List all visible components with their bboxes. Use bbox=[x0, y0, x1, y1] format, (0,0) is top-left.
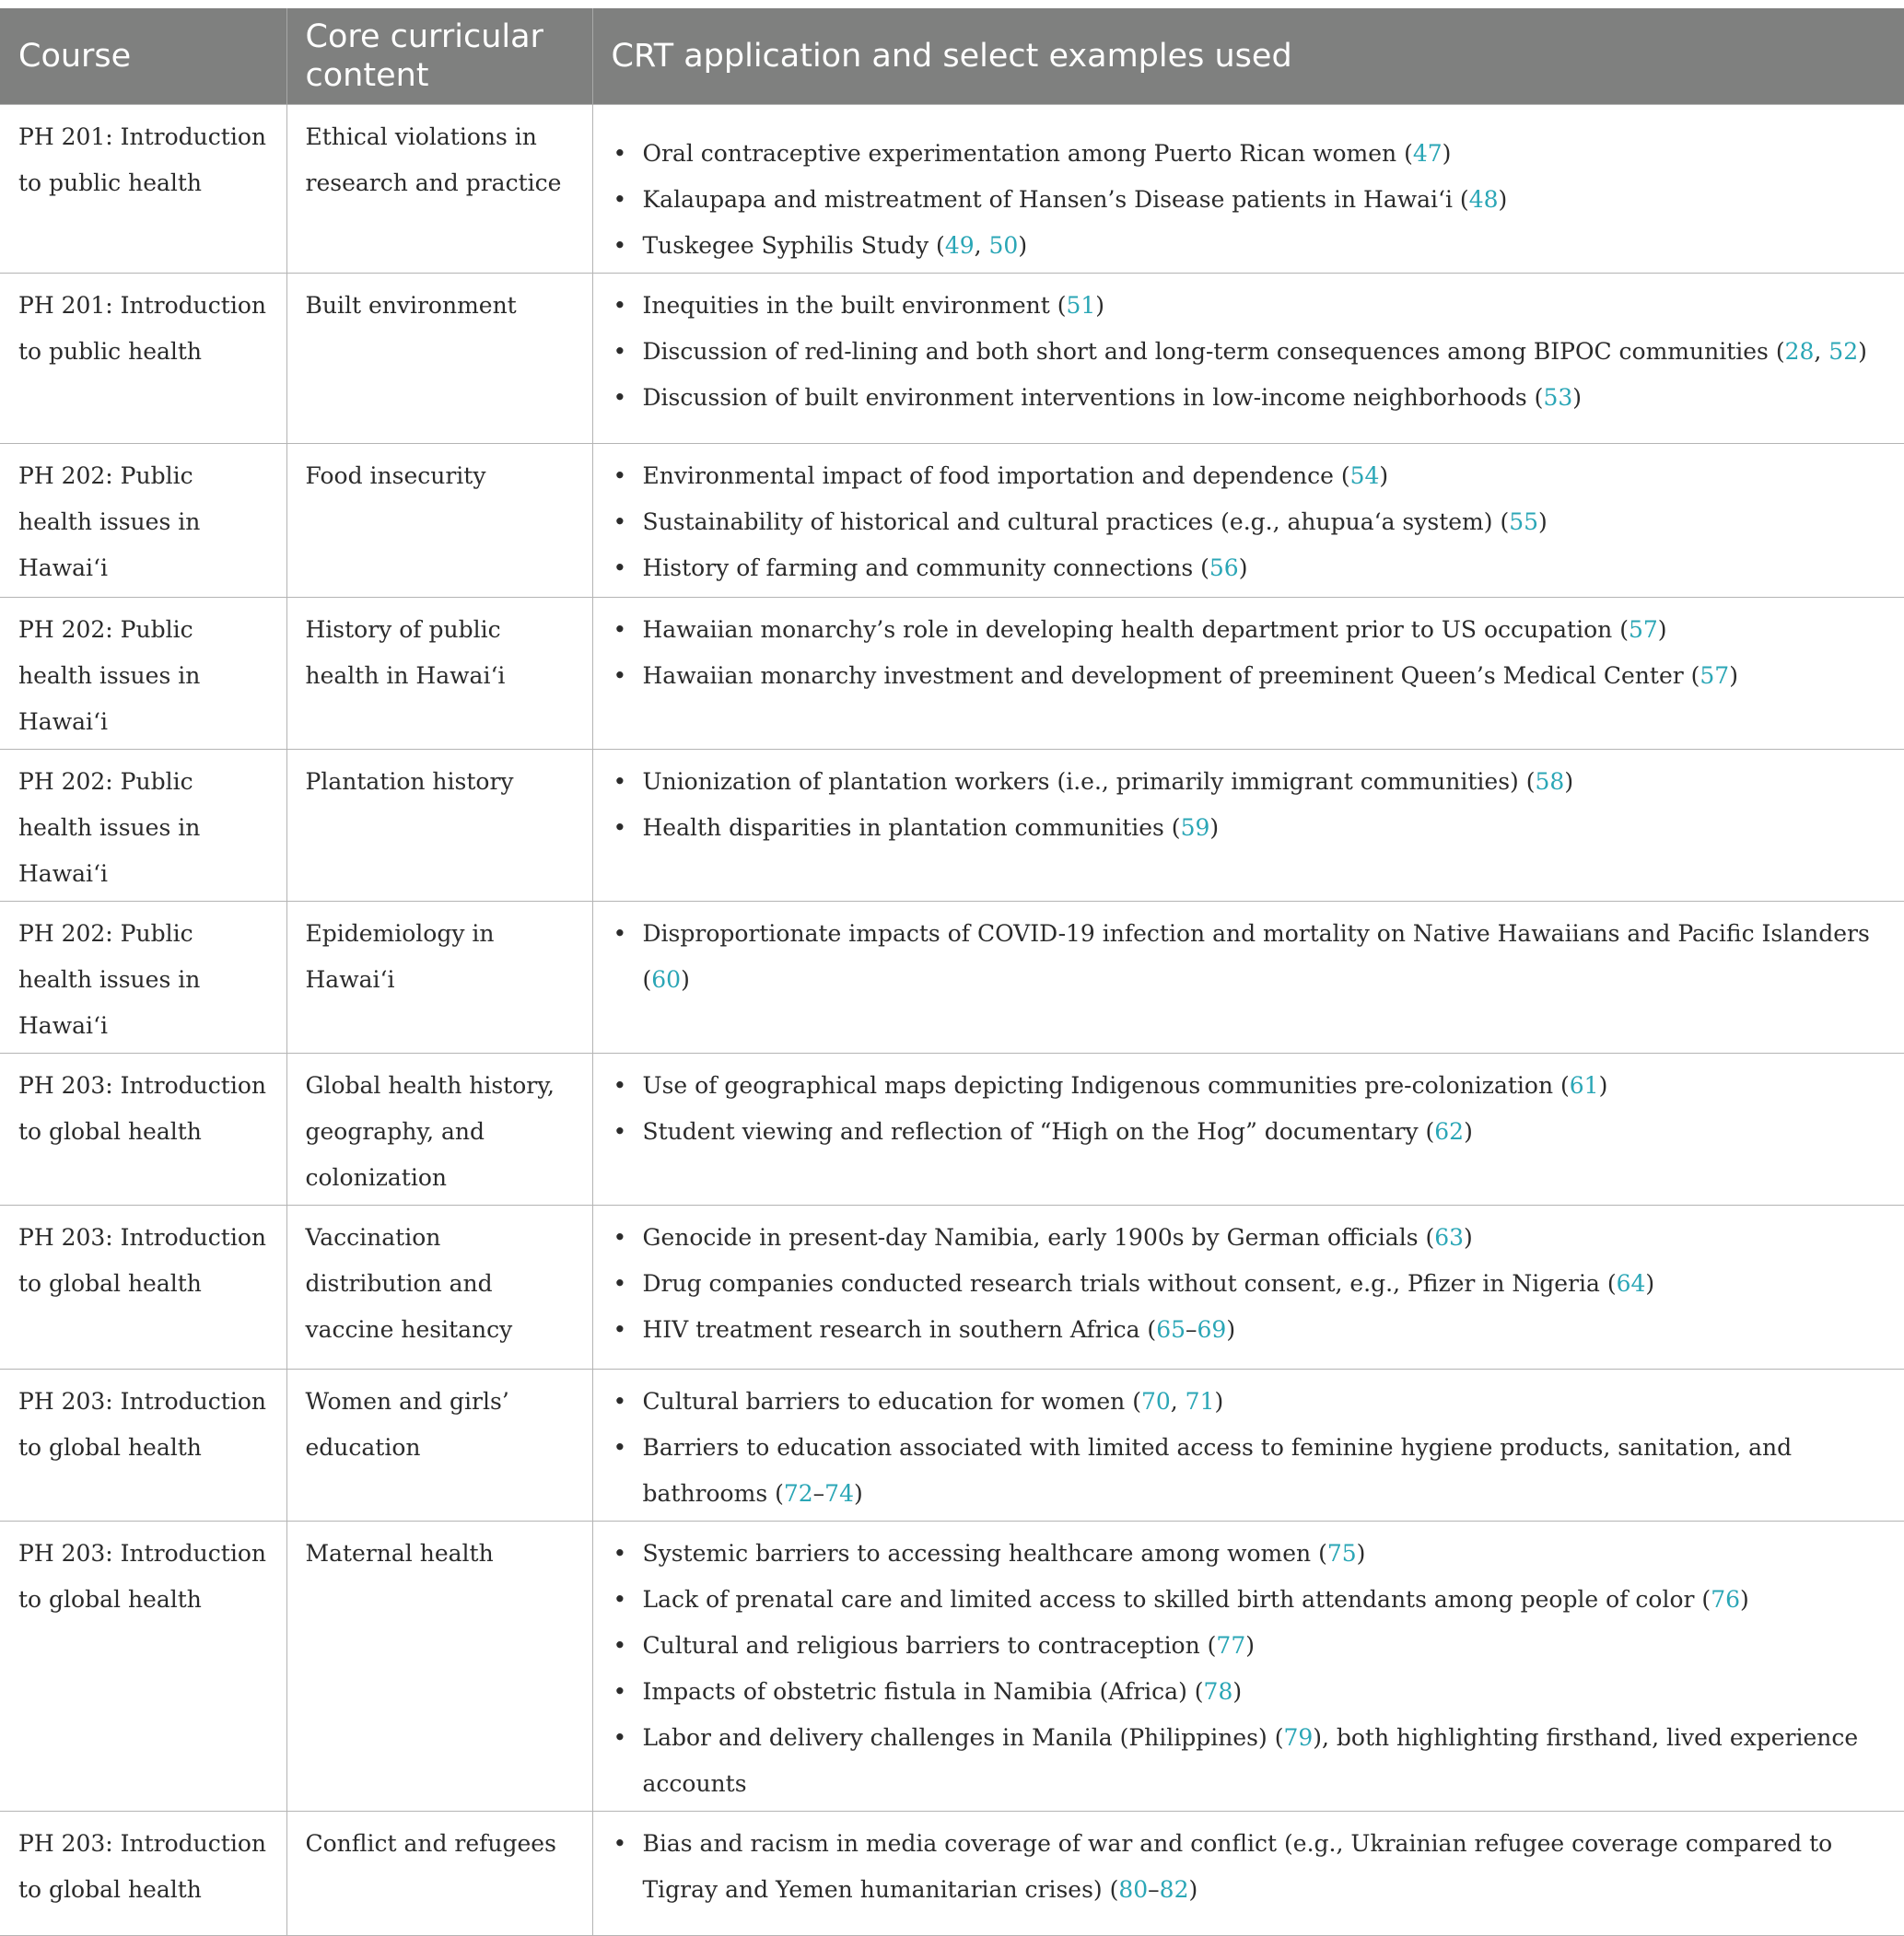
core-content-cell: Global health history, geography, and colonization bbox=[286, 1054, 592, 1206]
examples-list bbox=[612, 1215, 1894, 1353]
examples-list bbox=[612, 607, 1894, 699]
example-text: Systemic barriers to accessing healthcare among women ( bbox=[642, 1540, 1327, 1567]
example-text-end: ) bbox=[1657, 616, 1667, 643]
examples-cell bbox=[592, 444, 1904, 598]
reference-link[interactable]: 50 bbox=[988, 232, 1019, 259]
example-text-end: ) bbox=[1226, 1316, 1236, 1343]
example-text-end: ) bbox=[1645, 1270, 1655, 1297]
example-text: Oral contraceptive experimentation among Puerto Rican women ( bbox=[642, 140, 1413, 167]
examples-cell bbox=[592, 750, 1904, 902]
example-item bbox=[612, 329, 1894, 375]
core-content-cell: Vaccination distribution and vaccine hesitancy bbox=[286, 1206, 592, 1370]
core-content-cell: Women and girls’ education bbox=[286, 1370, 592, 1522]
reference-link[interactable]: 28 bbox=[1784, 338, 1815, 365]
course-cell: PH 203: Introduction to global health bbox=[0, 1054, 286, 1206]
examples-cell bbox=[592, 598, 1904, 750]
example-item bbox=[612, 1215, 1894, 1261]
table-row bbox=[0, 598, 1904, 750]
example-text: Bias and racism in media coverage of war and conflict (e.g., Ukrainian refugee coverage compared to Tigray and Yemen humanitarian crises) ( bbox=[642, 1830, 1833, 1903]
examples-list bbox=[612, 1063, 1894, 1155]
example-text-end: ) bbox=[1598, 1072, 1608, 1099]
example-text: Unionization of plantation workers (i.e., primarily immigrant communities) ( bbox=[642, 768, 1536, 795]
reference-link[interactable]: 80 bbox=[1118, 1876, 1149, 1903]
course-cell: PH 203: Introduction to global health bbox=[0, 1370, 286, 1522]
header-course: Course bbox=[0, 8, 286, 105]
reference-link[interactable]: 49 bbox=[944, 232, 975, 259]
core-content-cell: Conflict and refugees bbox=[286, 1812, 592, 1936]
example-text: Impacts of obstetric fistula in Namibia (Africa) ( bbox=[642, 1678, 1204, 1705]
table-row bbox=[0, 750, 1904, 902]
reference-link[interactable]: 48 bbox=[1468, 186, 1499, 213]
reference-link[interactable]: 82 bbox=[1159, 1876, 1189, 1903]
reference-link[interactable]: 78 bbox=[1203, 1678, 1233, 1705]
example-text: Cultural barriers to education for women ( bbox=[642, 1388, 1141, 1415]
example-item bbox=[612, 1063, 1894, 1109]
table-row bbox=[0, 1522, 1904, 1812]
reference-separator: , bbox=[974, 232, 989, 259]
example-text-end: ) bbox=[1379, 462, 1389, 489]
example-item bbox=[612, 1379, 1894, 1425]
example-text: History of farming and community connections ( bbox=[642, 554, 1209, 581]
example-item bbox=[612, 805, 1894, 851]
example-text: Tuskegee Syphilis Study ( bbox=[642, 232, 945, 259]
course-cell: PH 203: Introduction to global health bbox=[0, 1522, 286, 1812]
example-text-end: ) bbox=[1018, 232, 1028, 259]
example-text: Discussion of red-lining and both short and long-term consequences among BIPOC communities ( bbox=[642, 338, 1785, 365]
example-text-end: ) bbox=[853, 1480, 863, 1507]
example-text-end: ) bbox=[1232, 1678, 1243, 1705]
reference-separator: , bbox=[1170, 1388, 1186, 1415]
example-text-end: ), both highlighting firsthand, lived experience accounts bbox=[642, 1724, 1859, 1797]
examples-list bbox=[612, 131, 1894, 269]
course-cell: PH 202: Public health issues in Hawaiʻi bbox=[0, 444, 286, 598]
example-text: Lack of prenatal care and limited access to skilled birth attendants among people of color ( bbox=[642, 1586, 1711, 1613]
example-item bbox=[612, 1715, 1894, 1807]
example-text-end: ) bbox=[1464, 1224, 1473, 1251]
course-cell: PH 202: Public health issues in Hawaiʻi bbox=[0, 598, 286, 750]
table-row bbox=[0, 274, 1904, 444]
example-text-end: ) bbox=[1356, 1540, 1366, 1567]
reference-link[interactable]: 61 bbox=[1569, 1072, 1599, 1099]
examples-list bbox=[612, 759, 1894, 851]
examples-cell bbox=[592, 902, 1904, 1054]
example-text-end: ) bbox=[1740, 1586, 1749, 1613]
reference-link[interactable]: 74 bbox=[824, 1480, 854, 1507]
reference-link[interactable]: 52 bbox=[1828, 338, 1859, 365]
example-text: Labor and delivery challenges in Manila (Philippines) ( bbox=[642, 1724, 1284, 1751]
course-cell: PH 202: Public health issues in Hawaiʻi bbox=[0, 750, 286, 902]
example-item bbox=[612, 1577, 1894, 1623]
example-text-end: ) bbox=[1572, 384, 1583, 411]
example-item bbox=[612, 1261, 1894, 1307]
table-row bbox=[0, 902, 1904, 1054]
reference-link[interactable]: 60 bbox=[651, 966, 682, 993]
example-text: HIV treatment research in southern Africa ( bbox=[642, 1316, 1157, 1343]
example-text: Student viewing and reflection of “High on the Hog” documentary ( bbox=[642, 1118, 1435, 1145]
example-text-end: ) bbox=[1729, 662, 1738, 689]
reference-link[interactable]: 59 bbox=[1180, 814, 1210, 841]
examples-list bbox=[612, 453, 1894, 591]
curriculum-table bbox=[0, 8, 1904, 1936]
example-text-end: ) bbox=[1095, 292, 1105, 319]
table-row bbox=[0, 1054, 1904, 1206]
table-row bbox=[0, 105, 1904, 274]
example-text-end: ) bbox=[1238, 554, 1248, 581]
reference-link[interactable]: 64 bbox=[1616, 1270, 1646, 1297]
reference-separator: – bbox=[1186, 1316, 1197, 1343]
examples-cell bbox=[592, 1054, 1904, 1206]
example-text: Sustainability of historical and cultural practices (e.g., ahupuaʻa system) ( bbox=[642, 508, 1510, 535]
example-item bbox=[612, 375, 1894, 421]
example-text: Hawaiian monarchy investment and development of preeminent Queen’s Medical Center ( bbox=[642, 662, 1700, 689]
reference-link[interactable]: 56 bbox=[1209, 554, 1239, 581]
example-text-end: ) bbox=[1538, 508, 1548, 535]
reference-link[interactable]: 62 bbox=[1434, 1118, 1465, 1145]
example-item bbox=[612, 1307, 1894, 1353]
example-text: Kalaupapa and mistreatment of Hansen’s Disease patients in Hawaiʻi ( bbox=[642, 186, 1469, 213]
example-text-end: ) bbox=[1498, 186, 1508, 213]
core-content-cell: Maternal health bbox=[286, 1522, 592, 1812]
course-cell: PH 203: Introduction to global health bbox=[0, 1206, 286, 1370]
example-text-end: ) bbox=[1858, 338, 1867, 365]
example-item bbox=[612, 1425, 1894, 1517]
examples-list bbox=[612, 283, 1894, 421]
examples-cell bbox=[592, 1370, 1904, 1522]
example-item bbox=[612, 131, 1894, 177]
examples-list bbox=[612, 1531, 1894, 1807]
examples-cell bbox=[592, 105, 1904, 274]
example-item bbox=[612, 759, 1894, 805]
reference-link[interactable]: 54 bbox=[1349, 462, 1380, 489]
reference-link[interactable]: 75 bbox=[1326, 1540, 1357, 1567]
table-row bbox=[0, 444, 1904, 598]
course-cell: PH 203: Introduction to global health bbox=[0, 1812, 286, 1936]
core-content-cell: Ethical violations in research and practice bbox=[286, 105, 592, 274]
reference-link[interactable]: 57 bbox=[1628, 616, 1658, 643]
reference-link[interactable]: 65 bbox=[1156, 1316, 1186, 1343]
example-item bbox=[612, 1531, 1894, 1577]
example-item bbox=[612, 177, 1894, 223]
reference-link[interactable]: 69 bbox=[1197, 1316, 1227, 1343]
table-row bbox=[0, 1206, 1904, 1370]
example-text-end: ) bbox=[1464, 1118, 1473, 1145]
header-crt-examples: CRT application and select examples used bbox=[592, 8, 1904, 105]
table-row bbox=[0, 1370, 1904, 1522]
example-item bbox=[612, 1623, 1894, 1669]
example-item bbox=[612, 911, 1894, 1003]
reference-link[interactable]: 55 bbox=[1509, 508, 1539, 535]
reference-link[interactable]: 63 bbox=[1434, 1224, 1465, 1251]
examples-list bbox=[612, 1821, 1894, 1913]
examples-list bbox=[612, 1379, 1894, 1517]
reference-link[interactable]: 57 bbox=[1700, 662, 1730, 689]
reference-link[interactable]: 79 bbox=[1283, 1724, 1314, 1751]
examples-cell bbox=[592, 274, 1904, 444]
header-core-content: Core curricular content bbox=[286, 8, 592, 105]
core-content-cell: Plantation history bbox=[286, 750, 592, 902]
examples-cell bbox=[592, 1812, 1904, 1936]
example-item bbox=[612, 453, 1894, 499]
example-text-end: ) bbox=[1214, 1388, 1224, 1415]
example-text: Health disparities in plantation communities ( bbox=[642, 814, 1181, 841]
example-text: Inequities in the built environment ( bbox=[642, 292, 1067, 319]
examples-cell bbox=[592, 1522, 1904, 1812]
example-item bbox=[612, 283, 1894, 329]
core-content-cell: Food insecurity bbox=[286, 444, 592, 598]
example-item bbox=[612, 499, 1894, 545]
example-text: Genocide in present-day Namibia, early 1900s by German officials ( bbox=[642, 1224, 1435, 1251]
example-text-end: ) bbox=[1564, 768, 1574, 795]
example-item bbox=[612, 1109, 1894, 1155]
header-row bbox=[0, 8, 1904, 105]
example-item bbox=[612, 1821, 1894, 1913]
reference-link[interactable]: 70 bbox=[1140, 1388, 1171, 1415]
example-item bbox=[612, 223, 1894, 269]
table-body bbox=[0, 105, 1904, 1936]
course-cell: PH 201: Introduction to public health bbox=[0, 274, 286, 444]
reference-link[interactable]: 71 bbox=[1185, 1388, 1215, 1415]
example-text: Disproportionate impacts of COVID-19 infection and mortality on Native Hawaiians and Pacific Islanders ( bbox=[642, 920, 1870, 993]
example-text: Environmental impact of food importation and dependence ( bbox=[642, 462, 1350, 489]
example-item bbox=[612, 607, 1894, 653]
example-item bbox=[612, 545, 1894, 591]
example-text-end: ) bbox=[681, 966, 690, 993]
reference-link[interactable]: 58 bbox=[1535, 768, 1565, 795]
example-text: Cultural and religious barriers to contraception ( bbox=[642, 1632, 1217, 1659]
example-text-end: ) bbox=[1245, 1632, 1255, 1659]
example-item bbox=[612, 653, 1894, 699]
example-text: Use of geographical maps depicting Indigenous communities pre-colonization ( bbox=[642, 1072, 1570, 1099]
core-content-cell: Built environment bbox=[286, 274, 592, 444]
reference-link[interactable]: 76 bbox=[1711, 1586, 1740, 1613]
examples-cell bbox=[592, 1206, 1904, 1370]
example-item bbox=[612, 1669, 1894, 1715]
reference-link[interactable]: 51 bbox=[1066, 292, 1096, 319]
example-text-end: ) bbox=[1209, 814, 1220, 841]
reference-link[interactable]: 53 bbox=[1543, 384, 1573, 411]
course-cell: PH 201: Introduction to public health bbox=[0, 105, 286, 274]
reference-separator: – bbox=[1148, 1876, 1160, 1903]
examples-list bbox=[612, 911, 1894, 1003]
reference-link[interactable]: 47 bbox=[1412, 140, 1443, 167]
example-text-end: ) bbox=[1442, 140, 1452, 167]
reference-link[interactable]: 77 bbox=[1216, 1632, 1246, 1659]
reference-link[interactable]: 72 bbox=[783, 1480, 813, 1507]
core-content-cell: History of public health in Hawaiʻi bbox=[286, 598, 592, 750]
example-text: Barriers to education associated with limited access to feminine hygiene products, sanitation, and bathrooms ( bbox=[642, 1434, 1793, 1507]
reference-separator: , bbox=[1814, 338, 1829, 365]
example-text-end: ) bbox=[1188, 1876, 1198, 1903]
core-content-cell: Epidemiology in Hawaiʻi bbox=[286, 902, 592, 1054]
reference-separator: – bbox=[812, 1480, 825, 1507]
course-cell: PH 202: Public health issues in Hawaiʻi bbox=[0, 902, 286, 1054]
example-text: Drug companies conducted research trials without consent, e.g., Pfizer in Nigeria ( bbox=[642, 1270, 1617, 1297]
example-text: Hawaiian monarchy’s role in developing health department prior to US occupation ( bbox=[642, 616, 1629, 643]
example-text: Discussion of built environment interventions in low-income neighborhoods ( bbox=[642, 384, 1544, 411]
table-row bbox=[0, 1812, 1904, 1936]
